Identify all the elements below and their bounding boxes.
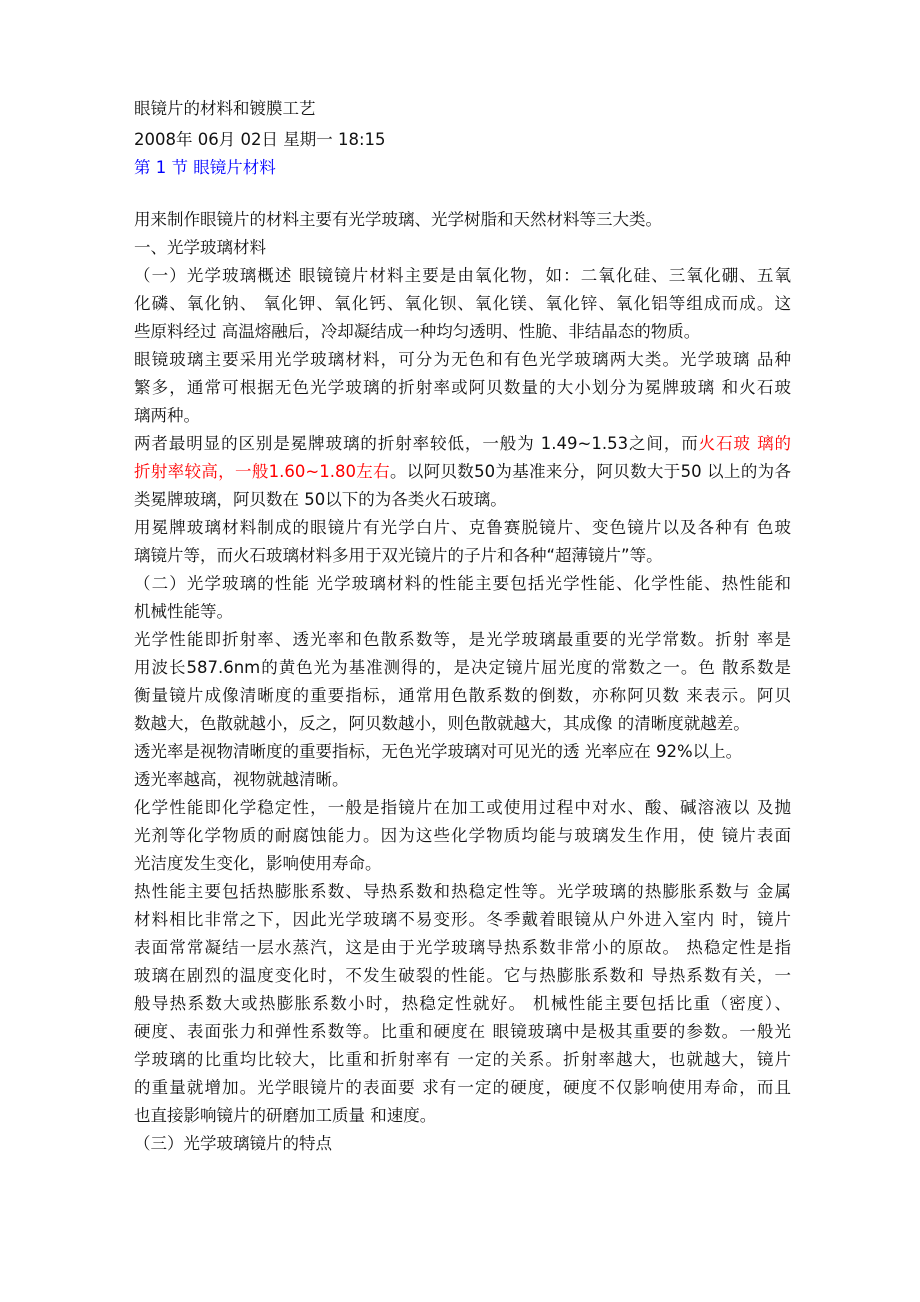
text-line xyxy=(134,458,791,486)
text-segment: 两者最明显的区别是冕牌玻璃的折射率较低，一般为 1.49~1.53之间，而 xyxy=(134,434,699,453)
text-segment: 材料相比非常之下，因此光学玻璃不易变形。冬季戴着眼镜从户外进入室内 时，镜片 xyxy=(134,910,791,929)
text-segment: （二）光学玻璃的性能 光学玻璃材料的性能主要包括光学性能、化学性能、热性能和 xyxy=(134,574,791,593)
text-line xyxy=(134,262,791,290)
text-segment: 类冕牌玻璃，阿贝数在 50以下的为各类火石玻璃。 xyxy=(134,490,507,509)
text-line xyxy=(134,1018,791,1046)
text-line xyxy=(134,290,791,318)
text-line xyxy=(134,850,791,878)
text-segment: 机械性能等。 xyxy=(134,602,233,621)
text-segment: 学玻璃的比重均比较大，比重和折射率有 一定的关系。折射率越大，也就越大，镜片 xyxy=(134,1050,791,1069)
text-segment: 般导热系数大或热膨胀系数小时，热稳定性就好。 机械性能主要包括比重（密度）、 xyxy=(134,994,791,1013)
text-line xyxy=(134,486,791,514)
post-date: 2008年 06月 02日 星期一 18:15 xyxy=(134,130,386,149)
text-line xyxy=(134,430,791,458)
text-segment: 用波长587.6nm的黄色光为基准测得的，是决定镜片屈光度的常数之一。色 散系数是 xyxy=(134,658,791,677)
text-line xyxy=(134,710,791,738)
document-page xyxy=(134,95,791,1158)
text-segment: （一）光学玻璃概述 眼镜镜片材料主要是由氧化物，如：二氧化硅、三氧化硼、五氧 xyxy=(134,266,791,285)
text-line xyxy=(134,542,791,570)
document-title: 眼镜片的材料和镀膜工艺 xyxy=(134,99,316,118)
text-segment: 热性能主要包括热膨胀系数、导热系数和热稳定性等。光学玻璃的热膨胀系数与 金属 xyxy=(134,882,791,901)
text-line xyxy=(134,1074,791,1102)
text-line xyxy=(134,766,791,794)
text-line xyxy=(134,990,791,1018)
text-segment: 用来制作眼镜片的材料主要有光学玻璃、光学树脂和天然材料等三大类。 xyxy=(134,210,662,229)
text-segment: 光洁度发生变化，影响使用寿命。 xyxy=(134,854,382,873)
text-line xyxy=(134,738,791,766)
text-line xyxy=(134,402,791,430)
text-segment: 硬度、表面张力和弹性系数等。比重和硬度在 眼镜玻璃中是极其重要的参数。一般光 xyxy=(134,1022,791,1041)
text-line xyxy=(134,206,791,234)
text-segment: 一、光学玻璃材料 xyxy=(134,238,266,257)
text-segment: 用冕牌玻璃材料制成的眼镜片有光学白片、克鲁赛脱镜片、变色镜片以及各种有 色玻 xyxy=(134,518,791,537)
text-line xyxy=(134,822,791,850)
text-segment: 表面常常凝结一层水蒸汽，这是由于光学玻璃导热系数非常小的原故。 热稳定性是指 xyxy=(134,938,791,957)
text-segment: 化磷、氧化钠、 氧化钾、氧化钙、氧化钡、氧化镁、氧化锌、氧化铝等组成而成。这 xyxy=(134,294,791,313)
text-segment: 光剂等化学物质的耐腐蚀能力。因为这些化学物质均能与玻璃发生作用，使 镜片表面 xyxy=(134,826,791,845)
document-body xyxy=(134,206,791,1158)
text-segment: 璃两种。 xyxy=(134,406,200,425)
text-line xyxy=(134,1046,791,1074)
text-line xyxy=(134,906,791,934)
text-line xyxy=(134,234,791,262)
text-line xyxy=(134,626,791,654)
text-segment: 玻璃在剧烈的温度变化时，不发生破裂的性能。它与热膨胀系数和 导热系数有关，一 xyxy=(134,966,791,985)
text-line xyxy=(134,346,791,374)
text-segment: 数越大，色散就越小，反之，阿贝数越小，则色散就越大，其成像 的清晰度就越差。 xyxy=(134,714,750,733)
text-segment: 繁多，通常可根据无色光学玻璃的折射率或阿贝数量的大小划分为冕牌玻璃 和火石玻 xyxy=(134,378,791,397)
text-line xyxy=(134,514,791,542)
text-segment: 光学性能即折射率、透光率和色散系数等，是光学玻璃最重要的光学常数。折射 率是 xyxy=(134,630,791,649)
text-segment: 的重量就增加。光学眼镜片的表面要 求有一定的硬度，硬度不仅影响使用寿命，而且 xyxy=(134,1078,791,1097)
text-segment: 也直接影响镜片的研磨加工质量 和速度。 xyxy=(134,1106,437,1125)
text-segment: 。以阿贝数50为基准来分，阿贝数大于50 以上的为各 xyxy=(389,462,791,481)
spacer xyxy=(134,182,791,206)
text-line xyxy=(134,962,791,990)
text-segment: 些原料经过 高温熔融后，冷却凝结成一种均匀透明、性脆、非结晶态的物质。 xyxy=(134,322,701,341)
text-segment: 衡量镜片成像清晰度的重要指标，通常用色散系数的倒数，亦称阿贝数 来表示。阿贝 xyxy=(134,686,791,705)
highlighted-text: 折射率较高，一般1.60~1.80左右 xyxy=(134,462,390,481)
text-line xyxy=(134,682,791,710)
text-segment: 透光率是视物清晰度的重要指标，无色光学玻璃对可见光的透 光率应在 92%以上。 xyxy=(134,742,743,761)
text-line xyxy=(134,598,791,626)
text-line xyxy=(134,794,791,822)
text-segment: 璃镜片等，而火石玻璃材料多用于双光镜片的子片和各种“超薄镜片”等。 xyxy=(134,546,663,565)
text-line xyxy=(134,934,791,962)
text-segment: 透光率越高，视物就越清晰。 xyxy=(134,770,349,789)
text-line xyxy=(134,1130,791,1158)
text-line xyxy=(134,1102,791,1130)
text-line xyxy=(134,570,791,598)
text-segment: 眼镜玻璃主要采用光学玻璃材料，可分为无色和有色光学玻璃两大类。光学玻璃 品种 xyxy=(134,350,791,369)
text-line xyxy=(134,654,791,682)
section-heading-link[interactable]: 第 1 节 眼镜片材料 xyxy=(134,158,276,177)
text-line xyxy=(134,878,791,906)
text-segment: 化学性能即化学稳定性，一般是指镜片在加工或使用过程中对水、酸、碱溶液以 及抛 xyxy=(134,798,791,817)
text-line xyxy=(134,374,791,402)
highlighted-text: 火石玻 璃的 xyxy=(698,434,791,453)
text-line xyxy=(134,318,791,346)
text-segment: （三）光学玻璃镜片的特点 xyxy=(134,1134,332,1153)
